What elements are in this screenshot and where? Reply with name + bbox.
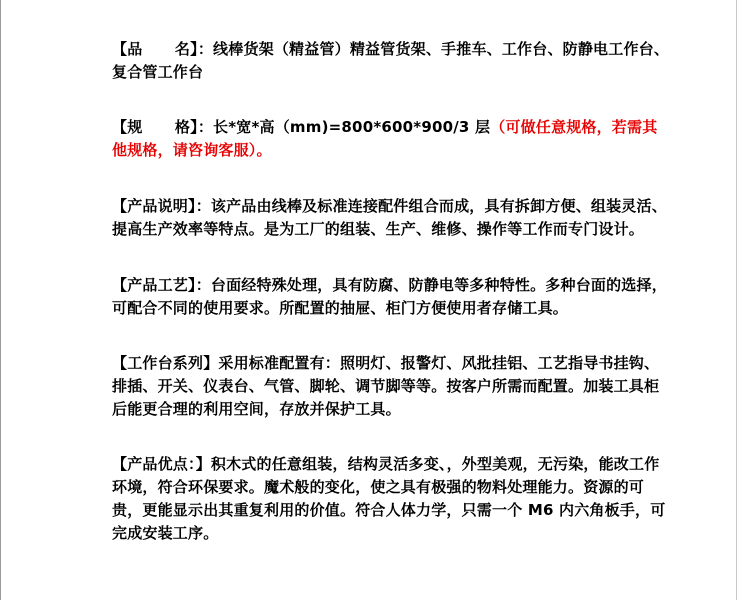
product-spec-note: （可做任意规格，若需其他规格，请咨询客服）。 <box>112 118 658 159</box>
product-advantages-text: 积木式的任意组装，结构灵活多变、，外型美观，无污染，能改工作环境，符合环保要求。魔术般的变化，使之具有极强的物料处理能力。资源的可贵，更能显示出其重复利用的价值。符合人体力学，只需一个 M6 内六角板手，可完成安装工序。 <box>112 455 666 542</box>
product-name-paragraph <box>112 38 672 84</box>
workbench-series-text: 采用标准配置有：照明灯、报警灯、风批挂铝、工艺指导书挂钩、排插、开关、仪表台、气管、脚轮、调节脚等等。按客户所需而配置。加装工具柜后能更合理的利用空间，存放并保护工具。 <box>112 354 660 418</box>
right-border-line <box>736 0 737 600</box>
product-name-text: ：线棒货架（精益管）精益管货架、手推车、工作台、防静电工作台、复合管工作台 <box>112 40 670 81</box>
product-spec-text: ：长*宽*高（mm)=800*600*900/3 层 <box>197 118 491 136</box>
product-craft-text: ：台面经特殊处理，具有防腐、防静电等多种特性。多种台面的选择，可配合不同的使用要求。所配置的抽屉、柜门方便使用者存储工具。 <box>112 276 667 317</box>
product-advantages-label: 【产品优点：】 <box>112 455 211 473</box>
product-description-label: 【产品说明】 <box>112 197 196 215</box>
workbench-series-paragraph <box>112 352 672 421</box>
workbench-series-label: 【工作台系列】 <box>112 354 219 372</box>
product-description-text: ：该产品由线棒及标准连接配件组合而成，具有拆卸方便、组装灵活、提高生产效率等特点。是为工厂的组装、生产、维修、操作等工作而专门设计。 <box>112 197 667 238</box>
product-spec-paragraph <box>112 116 672 162</box>
product-description-paragraph <box>112 195 672 241</box>
product-advantages-paragraph <box>112 453 672 545</box>
product-craft-paragraph <box>112 274 672 320</box>
product-name-label: 【品 名】 <box>112 40 198 58</box>
left-border-line <box>0 0 1 600</box>
product-spec-label: 【规 格】 <box>112 118 198 136</box>
product-description <box>112 38 672 545</box>
product-craft-label: 【产品工艺】 <box>112 276 196 294</box>
